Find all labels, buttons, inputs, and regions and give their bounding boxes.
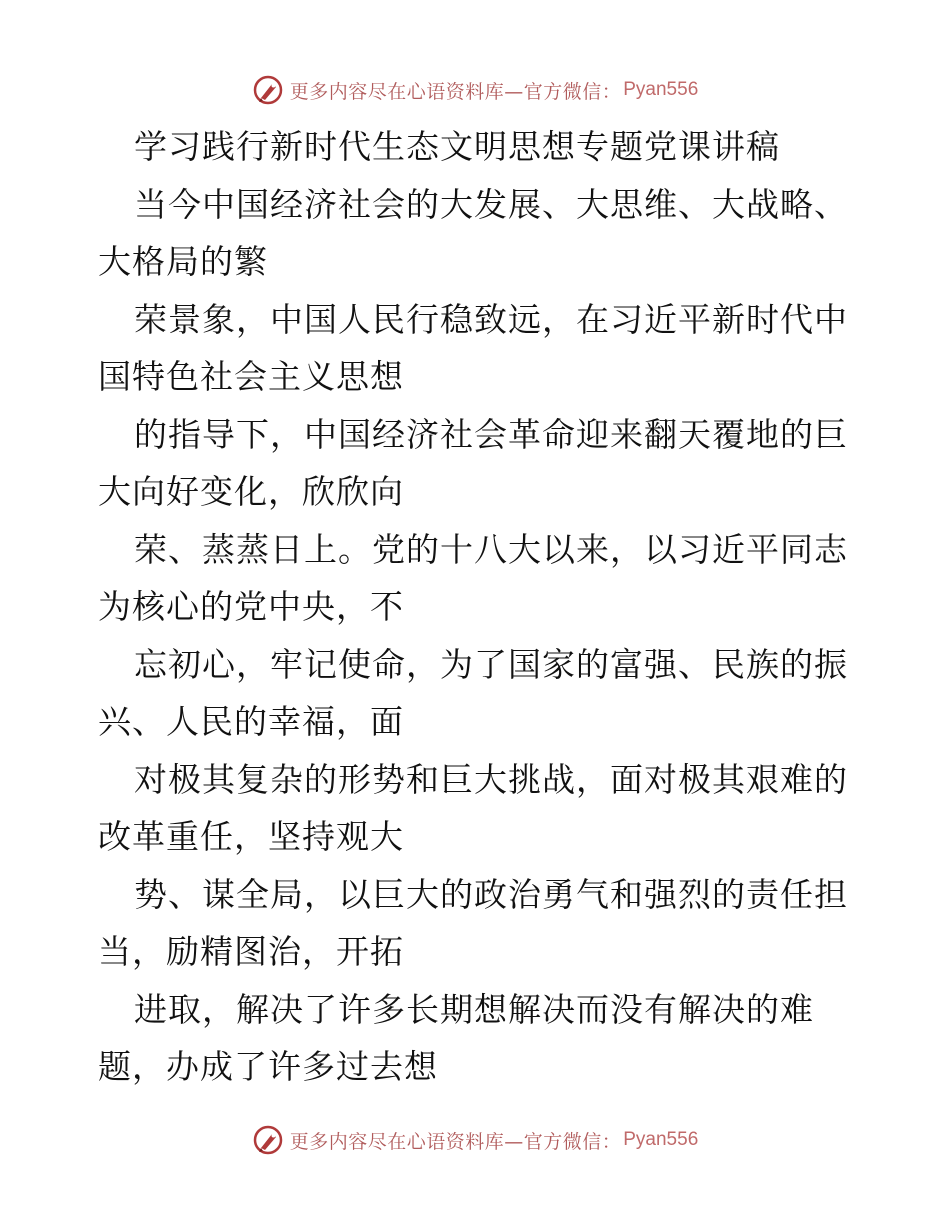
pen-nib-logo-icon	[252, 74, 284, 106]
text-line: 当，励精图治，开拓	[98, 932, 404, 971]
text-line: 当今中国经济社会的大发展、大思维、大战略、	[134, 184, 848, 224]
watermark-wechat-id: Pyan556	[623, 1129, 699, 1150]
text-line: 荣、蒸蒸日上。党的十八大以来，以习近平同志	[134, 529, 848, 569]
document-body	[98, 118, 858, 1096]
text-line: 国特色社会主义思想	[98, 357, 404, 396]
text-line: 改革重任，坚持观大	[98, 817, 404, 856]
watermark-wechat-id: Pyan556	[623, 79, 699, 100]
pen-nib-logo-icon	[252, 1124, 284, 1156]
header-watermark	[0, 70, 950, 110]
text-line: 题，办成了许多过去想	[98, 1047, 438, 1086]
text-line: 大格局的繁	[98, 242, 268, 281]
text-line: 忘初心，牢记使命，为了国家的富强、民族的振	[134, 644, 848, 684]
text-line: 的指导下，中国经济社会革命迎来翻天覆地的巨	[134, 414, 848, 454]
watermark-text: 更多内容尽在心语资料库—官方微信：	[289, 80, 622, 103]
text-line: 大向好变化，欣欣向	[98, 472, 404, 511]
document-title: 学习践行新时代生态文明思想专题党课讲稿	[134, 127, 780, 166]
text-line: 势、谋全局，以巨大的政治勇气和强烈的责任担	[134, 874, 848, 914]
text-line: 为核心的党中央，不	[98, 587, 404, 626]
text-line: 荣景象，中国人民行稳致远，在习近平新时代中	[134, 299, 848, 339]
text-line: 对极其复杂的形势和巨大挑战，面对极其艰难的	[134, 759, 848, 799]
text-line: 兴、人民的幸福，面	[98, 702, 404, 741]
text-line: 进取，解决了许多长期想解决而没有解决的难	[134, 989, 814, 1029]
footer-watermark	[0, 1120, 950, 1160]
watermark-text: 更多内容尽在心语资料库—官方微信：	[289, 1130, 622, 1153]
